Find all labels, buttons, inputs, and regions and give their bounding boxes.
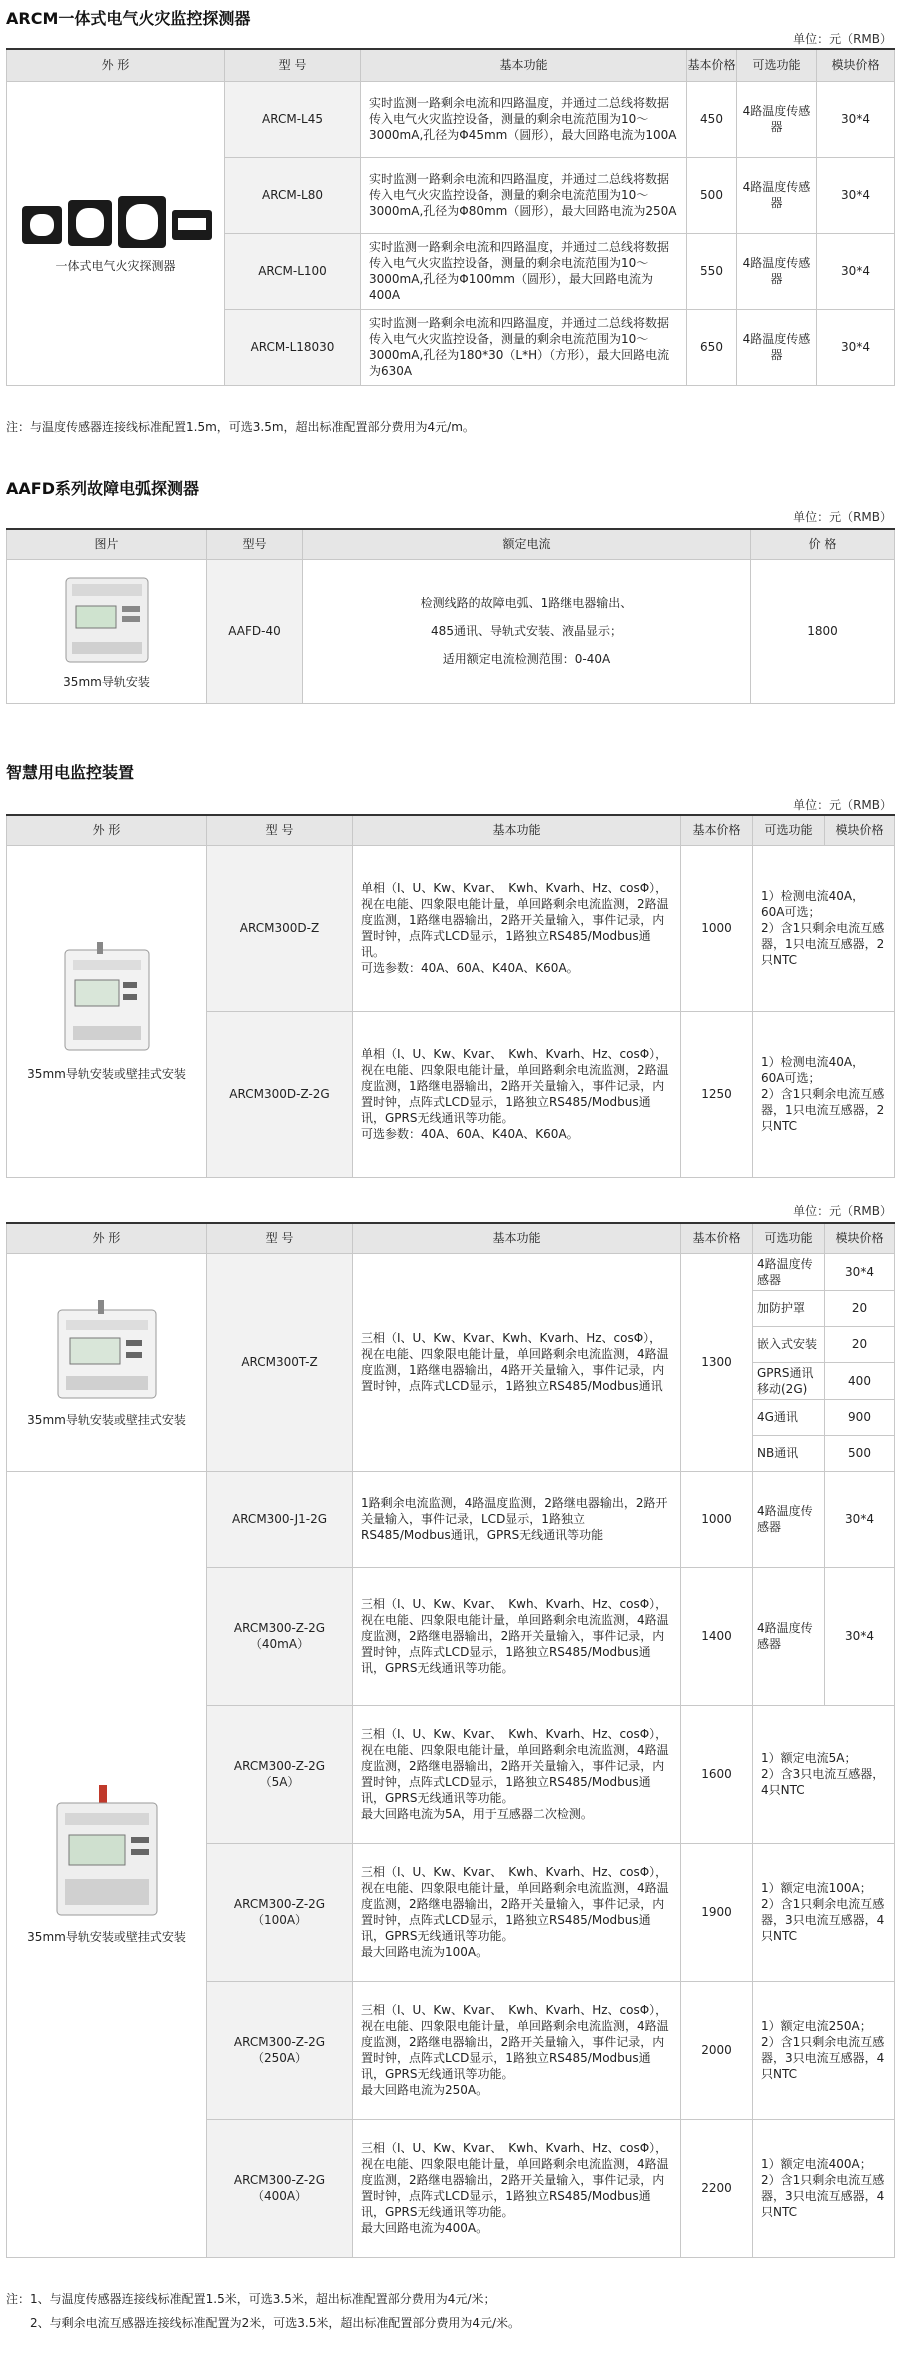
col-header: 图片	[7, 529, 207, 559]
col-header: 基本价格	[681, 1223, 753, 1253]
price-cell: 500	[687, 157, 737, 233]
option-cell: 1）额定电流5A； 2）含3只电流互感器，4只NTC	[753, 1705, 895, 1843]
option-cell: 4路温度传感器	[737, 309, 817, 385]
monitor-device-icon	[57, 940, 157, 1060]
col-header: 价 格	[751, 529, 895, 559]
function-cell: 三相（I、U、Kw、Kvar、 Kwh、Kvarh、Hz、cosΦ），视在电能、四象限电能计量，单回路剩余电流监测，4路温度监测，2路继电器输出，2路开关量输入，事件记录，内置时钟，点阵式LCD显示，1路独立RS485/Modbus通讯，GPRS无线通讯等功能。	[353, 1567, 681, 1705]
price-cell: 1000	[681, 845, 753, 1011]
aafd-table	[6, 528, 895, 704]
option-cell: 加防护罩	[753, 1290, 825, 1326]
model-cell: ARCM300-Z-2G （100A）	[207, 1843, 353, 1981]
function-cell: 1路剩余电流监测，4路温度监测，2路继电器输出，2路开关量输入，事件记录，LCD显示，1路独立RS485/Modbus通讯，GPRS无线通讯等功能	[353, 1471, 681, 1567]
model-cell: ARCM300T-Z	[207, 1253, 353, 1471]
option-cell: GPRS通讯移动(2G)	[753, 1362, 825, 1399]
col-header: 外 形	[7, 1223, 207, 1253]
col-header: 可选功能	[737, 49, 817, 81]
function-cell: 三相（I、U、Kw、Kvar、 Kwh、Kvarh、Hz、cosΦ），视在电能、四象限电能计量，单回路剩余电流监测，4路温度监测，2路继电器输出，2路开关量输入，事件记录，内置时钟，点阵式LCD显示，1路独立RS485/Modbus通讯，GPRS无线通讯等功能。 最大回路电流为100A。	[353, 1843, 681, 1981]
option-cell: 4路温度传感器	[753, 1471, 825, 1567]
model-cell: ARCM300D-Z	[207, 845, 353, 1011]
col-header: 模块价格	[825, 815, 895, 845]
section-title-smart: 智慧用电监控装置	[6, 763, 135, 782]
function-cell: 三相（I、U、Kw、Kvar、Kwh、Kvarh、Hz、cosΦ），视在电能、四象限电能计量，单回路剩余电流监测，4路温度监测，1路继电器输出，4路开关量输入，事件记录，内置时钟，点阵式LCD显示，1路独立RS485/Modbus通讯	[353, 1253, 681, 1471]
arcm-table	[6, 48, 895, 386]
function-cell: 实时监测一路剩余电流和四路温度，并通过二总线将数据传入电气火灾监控设备，测量的剩余电流范围为10～3000mA,孔径为Φ100mm（圆形），最大回路电流为400A	[361, 233, 687, 309]
option-cell: 4路温度传感器	[737, 81, 817, 157]
function-cell: 单相（I、U、Kw、Kvar、 Kwh、Kvarh、Hz、cosΦ），视在电能、四象限电能计量，单回路剩余电流监测，2路温度监测，1路继电器输出，2路开关量输入，事件记录，内置时钟，点阵式LCD显示，1路独立RS485/Modbus通讯，GPRS无线通讯等功能。 可选参数：40A、60A、K40A、K60A。	[353, 1011, 681, 1177]
module-price-cell: 400	[825, 1362, 895, 1399]
col-header: 型 号	[207, 1223, 353, 1253]
model-cell: ARCM-L100	[225, 233, 361, 309]
image-caption: 35mm导轨安装或壁挂式安装	[27, 1930, 186, 1944]
module-price-cell: 30*4	[817, 233, 895, 309]
note-text: 注：1、与温度传感器连接线标准配置1.5米，可选3.5米，超出标准配置部分费用为4元/米；	[6, 2292, 496, 2306]
product-image-cell	[7, 1471, 207, 2257]
model-cell: ARCM300-Z-2G （40mA）	[207, 1567, 353, 1705]
price-cell: 2000	[681, 1981, 753, 2119]
price-cell: 650	[687, 309, 737, 385]
price-cell: 550	[687, 233, 737, 309]
option-cell: 1）额定电流400A； 2）含1只剩余电流互感器，3只电流互感器，4只NTC	[753, 2119, 895, 2257]
arc-detector-device-icon	[62, 572, 152, 668]
product-image-cell	[7, 81, 225, 385]
col-header: 型 号	[207, 815, 353, 845]
function-cell: 实时监测一路剩余电流和四路温度，并通过二总线将数据传入电气火灾监控设备，测量的剩余电流范围为10～3000mA,孔径为180*30（L*H）（方形），最大回路电流为630A	[361, 309, 687, 385]
price-cell: 1900	[681, 1843, 753, 1981]
function-cell: 单相（I、U、Kw、Kvar、 Kwh、Kvarh、Hz、cosΦ），视在电能、四象限电能计量，单回路剩余电流监测，2路温度监测，1路继电器输出，2路开关量输入，事件记录，内置时钟，点阵式LCD显示，1路独立RS485/Modbus通讯。 可选参数：40A、60A、K40A、K60A。	[353, 845, 681, 1011]
module-price-cell: 500	[825, 1435, 895, 1471]
option-cell: 1）检测电流40A，60A可选； 2）含1只剩余电流互感器，1只电流互感器，2只NTC	[753, 845, 895, 1011]
col-header: 外 形	[7, 49, 225, 81]
price-cell: 1800	[751, 559, 895, 703]
option-cell: 1）检测电流40A，60A可选； 2）含1只剩余电流互感器，1只电流互感器，2只NTC	[753, 1011, 895, 1177]
module-price-cell: 30*4	[817, 309, 895, 385]
col-header: 基本价格	[687, 49, 737, 81]
image-caption: 35mm导轨安装或壁挂式安装	[27, 1413, 186, 1427]
smart-table	[6, 814, 895, 1178]
module-price-cell: 30*4	[825, 1567, 895, 1705]
col-header: 基本功能	[361, 49, 687, 81]
table-row	[7, 81, 895, 157]
option-cell: 嵌入式安装	[753, 1326, 825, 1362]
option-cell: 4路温度传感器	[737, 157, 817, 233]
module-price-cell: 20	[825, 1326, 895, 1362]
table-row	[7, 1253, 895, 1290]
model-cell: ARCM300-Z-2G （250A）	[207, 1981, 353, 2119]
unit-label: 单位：元（RMB）	[793, 798, 892, 812]
col-header: 模块价格	[825, 1223, 895, 1253]
table-row	[7, 559, 895, 703]
product-image-cell	[7, 845, 207, 1177]
module-price-cell: 20	[825, 1290, 895, 1326]
price-cell: 2200	[681, 2119, 753, 2257]
module-price-cell: 30*4	[825, 1253, 895, 1290]
option-cell: 4路温度传感器	[753, 1567, 825, 1705]
product-image-cell	[7, 559, 207, 703]
detector-ring-icon	[16, 192, 216, 252]
model-cell: ARCM-L18030	[225, 309, 361, 385]
col-header: 型 号	[225, 49, 361, 81]
note-text: 2、与剩余电流互感器连接线标准配置为2米，可选3.5米，超出标准配置部分费用为4元/米。	[6, 2316, 521, 2330]
image-caption: 35mm导轨安装或壁挂式安装	[27, 1067, 186, 1081]
price-cell: 1600	[681, 1705, 753, 1843]
module-price-cell: 30*4	[817, 81, 895, 157]
model-cell: ARCM-L45	[225, 81, 361, 157]
table-row	[7, 1471, 895, 1567]
product-image-cell	[7, 1253, 207, 1471]
model-cell: ARCM-L80	[225, 157, 361, 233]
col-header: 型号	[207, 529, 303, 559]
section-title-arcm: ARCM一体式电气火灾监控探测器	[6, 9, 251, 28]
unit-label: 单位：元（RMB）	[793, 1204, 892, 1218]
module-price-cell: 30*4	[817, 157, 895, 233]
price-cell: 1400	[681, 1567, 753, 1705]
col-header: 额定电流	[303, 529, 751, 559]
section-title-aafd: AAFD系列故障电弧探测器	[6, 479, 199, 498]
note-text: 注：与温度传感器连接线标准配置1.5m，可选3.5m，超出标准配置部分费用为4元/m。	[6, 420, 475, 434]
function-cell	[303, 559, 751, 703]
unit-label: 单位：元（RMB）	[793, 510, 892, 524]
function-line: 适用额定电流检测范围：0-40A	[442, 652, 611, 666]
model-cell: ARCM300D-Z-2G	[207, 1011, 353, 1177]
model-cell: ARCM300-J1-2G	[207, 1471, 353, 1567]
model-cell: ARCM300-Z-2G （5A）	[207, 1705, 353, 1843]
option-cell: 4G通讯	[753, 1399, 825, 1435]
option-cell: 4路温度传感器	[737, 233, 817, 309]
col-header: 基本功能	[353, 815, 681, 845]
model-cell: ARCM300-Z-2G （400A）	[207, 2119, 353, 2257]
function-cell: 三相（I、U、Kw、Kvar、 Kwh、Kvarh、Hz、cosΦ），视在电能、四象限电能计量，单回路剩余电流监测，4路温度监测，2路继电器输出，2路开关量输入，事件记录，内置时钟，点阵式LCD显示，1路独立RS485/Modbus通讯，GPRS无线通讯等功能。 最大回路电流为5A，用于互感器二次检测。	[353, 1705, 681, 1843]
price-cell: 1250	[681, 1011, 753, 1177]
function-cell: 实时监测一路剩余电流和四路温度，并通过二总线将数据传入电气火灾监控设备，测量的剩余电流范围为10～3000mA,孔径为Φ80mm（圆形），最大回路电流为250A	[361, 157, 687, 233]
option-cell: NB通讯	[753, 1435, 825, 1471]
col-header: 模块价格	[817, 49, 895, 81]
image-caption: 一体式电气火灾探测器	[55, 259, 176, 273]
function-cell: 三相（I、U、Kw、Kvar、 Kwh、Kvarh、Hz、cosΦ），视在电能、四象限电能计量，单回路剩余电流监测，4路温度监测，2路继电器输出，2路开关量输入，事件记录，内置时钟，点阵式LCD显示，1路独立RS485/Modbus通讯，GPRS无线通讯等功能。 最大回路电流为250A。	[353, 1981, 681, 2119]
arcm300-table	[6, 1222, 895, 2258]
table-row	[7, 845, 895, 1011]
col-header: 可选功能	[753, 1223, 825, 1253]
option-cell: 4路温度传感器	[753, 1253, 825, 1290]
model-cell: AAFD-40	[207, 559, 303, 703]
function-line: 485通讯、导轨式安装、液晶显示；	[431, 624, 622, 638]
option-cell: 1）额定电流250A； 2）含1只剩余电流互感器，3只电流互感器，4只NTC	[753, 1981, 895, 2119]
col-header: 外 形	[7, 815, 207, 845]
function-line: 检测线路的故障电弧、1路继电器输出、	[420, 596, 633, 610]
price-cell: 450	[687, 81, 737, 157]
col-header: 基本功能	[353, 1223, 681, 1253]
col-header: 可选功能	[753, 815, 825, 845]
option-cell: 1）额定电流100A； 2）含1只剩余电流互感器，3只电流互感器，4只NTC	[753, 1843, 895, 1981]
monitor-device-icon	[47, 1783, 167, 1923]
function-cell: 三相（I、U、Kw、Kvar、 Kwh、Kvarh、Hz、cosΦ），视在电能、四象限电能计量，单回路剩余电流监测，4路温度监测，2路继电器输出，2路开关量输入，事件记录，内置时钟，点阵式LCD显示，1路独立RS485/Modbus通讯，GPRS无线通讯等功能。 最大回路电流为400A。	[353, 2119, 681, 2257]
image-caption: 35mm导轨安装	[63, 675, 150, 689]
function-cell: 实时监测一路剩余电流和四路温度，并通过二总线将数据传入电气火灾监控设备，测量的剩余电流范围为10～3000mA,孔径为Φ45mm（圆形），最大回路电流为100A	[361, 81, 687, 157]
col-header: 基本价格	[681, 815, 753, 845]
module-price-cell: 30*4	[825, 1471, 895, 1567]
price-cell: 1300	[681, 1253, 753, 1471]
monitor-device-icon	[52, 1296, 162, 1406]
price-cell: 1000	[681, 1471, 753, 1567]
module-price-cell: 900	[825, 1399, 895, 1435]
unit-label: 单位：元（RMB）	[793, 32, 892, 46]
